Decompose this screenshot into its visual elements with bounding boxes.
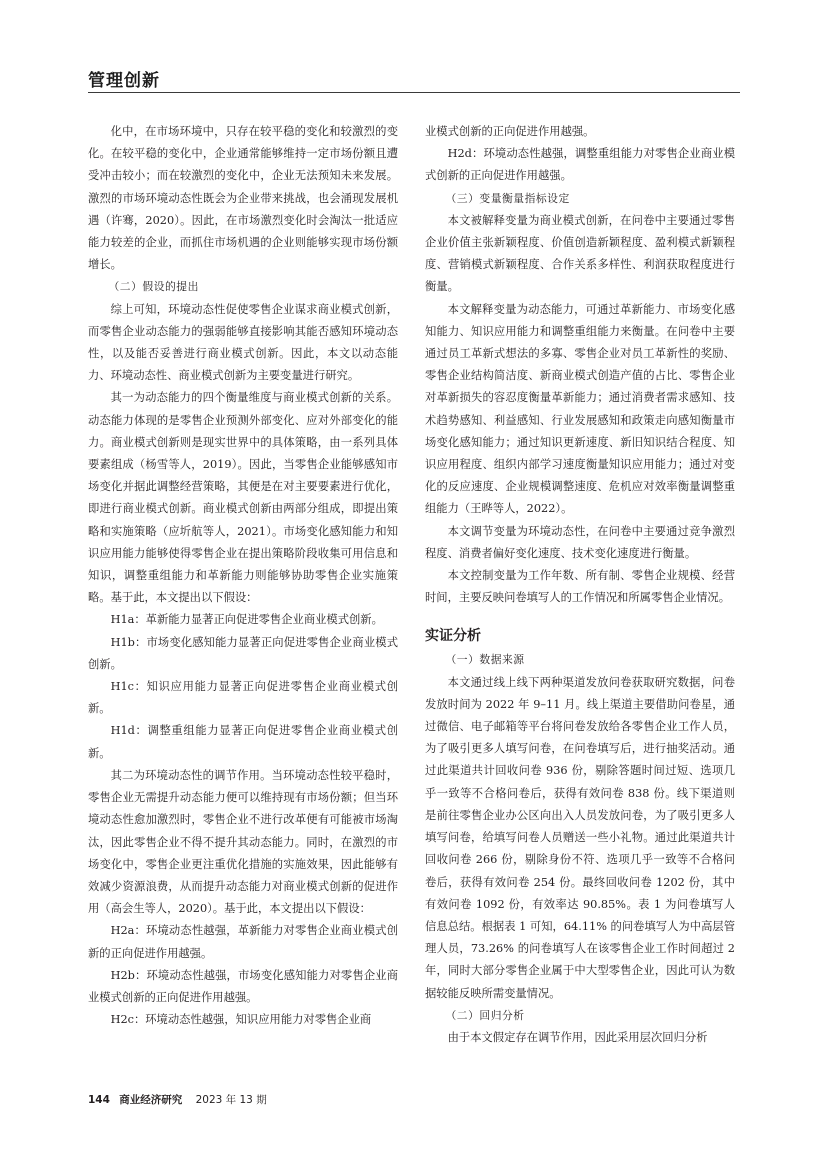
paragraph: 本文调节变量为环境动态性，在问卷中主要通过竞争激烈程度、消费者偏好变化速度、技术变化速度进行衡量。 — [425, 524, 735, 560]
paragraph: 其一为动态能力的四个衡量维度与商业模式创新的关系。动态能力体现的是零售企业预测外部变化、应对外部变化的能力。商业模式创新则是现实世界中的具体策略，由一系列具体要素组成（杨雪等人，2019）。因此，当零售企业能够感知市场变化并据此调整经营策略，其便是在对主要要素进行优化，即进行商业模式创新。商业模式创新由两部分组成，即提出策略和实施策略（应圻航等人，2021）。市场变化感知能力和知识应用能力能够使得零售企业在提出策略阶段收集可用信息和知识，调整重组能力和革新能力则能够协助零售企业实施策略。基于此，本文提出以下假设： — [88, 391, 398, 605]
hypothesis: H1a：革新能力显著正向促进零售企业商业模式创新。 — [110, 613, 383, 627]
paragraph: 其二为环境动态性的调节作用。当环境动态性较平稳时，零售企业无需提升动态能力便可以维持现有市场份额；但当环境动态性愈加激烈时，零售企业不进行改革便有可能被市场淘汰，因此零售企业不得不提升其动态能力。同时，在激烈的市场变化中，零售企业更注重优化措施的实施效果，因此能够有效减少资源浪费，从而提升动态能力对商业模式创新的促进作用（高会生等人，2020）。基于此，本文提出以下假设： — [88, 768, 398, 916]
subheading: （三）变量衡量指标设定 — [445, 191, 570, 205]
subheading: （一）数据来源 — [445, 653, 525, 667]
issue-label: 2023 年 13 期 — [195, 1094, 267, 1106]
subheading: （二）假设的提出 — [108, 280, 199, 294]
paragraph: 综上可知，环境动态性促使零售企业谋求商业模式创新，而零售企业动态能力的强弱能够直接影响其能否感知环境动态性，以及能否妥善进行商业模式创新。因此，本文以动态能力、环境动态性、商业模式创新为主要变量进行研究。 — [88, 302, 398, 383]
paragraph: 由于本文假定存在调节作用，因此采用层次回归分析 — [447, 1030, 708, 1044]
hypothesis: H2c：环境动态性越强，知识应用能力对零售企业商 — [110, 1013, 372, 1027]
paragraph: 本文解释变量为动态能力，可通过革新能力、市场变化感知能力、知识应用能力和调整重组能力来衡量。在问卷中主要通过员工革新式想法的多寡、零售企业对员工革新性的奖励、零售企业结构简洁度、新商业模式创造产值的占比、零售企业对革新损失的容忍度衡量革新能力；通过消费者需求感知、技术趋势感知、利益感知、行业发展感知和政策走向感知衡量市场变化感知能力；通过知识更新速度、新旧知识结合程度、知识应用程度、组织内部学习速度衡量知识应用能力；通过对变化的反应速度、企业规模调整速度、危机应对效率衡量调整重组能力（王晔等人，2022）。 — [425, 302, 735, 516]
hypothesis: H2d：环境动态性越强，调整重组能力对零售企业商业模式创新的正向促进作用越强。 — [425, 147, 735, 183]
subheading: （二）回归分析 — [445, 1008, 525, 1022]
hypothesis: H1c：知识应用能力显著正向促进零售企业商业模式创新。 — [88, 680, 398, 716]
left-column — [88, 121, 398, 1031]
page-number: 144 — [88, 1094, 110, 1106]
paragraph: 本文通过线上线下两种渠道发放问卷获取研究数据，问卷发放时间为 2022 年 9–11 月。线上渠道主要借助问卷星，通过微信、电子邮箱等平台将问卷发放给各零售企业工作人员，为了吸引更多人填写问卷，在问卷填写后，进行抽奖活动。通过此渠道共计回收问卷 936 份，剔除答题时间过短、选项几乎一致等不合格问卷后，获得有效问卷 838 份。线下渠道则是前往零售企业办公区向出入人员发放问卷，为了吸引更多人填写问卷，给填写问卷人员赠送一些小礼物。通过此渠道共计回收问卷 266 份，剔除身份不符、选项几乎一致等不合格问卷后，获得有效问卷 254 份。最终回收问卷 1202 份，其中有效问卷 1092 份，有效率达 90.85%。表 1 为问卷填写人信息总结。根据表 1 可知，64.11% 的问卷填写人为中高层管理人员，73.26% 的问卷填写人在该零售企业工作时间超过 2 年，同时大部分零售企业属于中大型零售企业，因此可认为数据较能反映所需变量情况。 — [425, 675, 735, 1000]
journal-name: 商业经济研究 — [119, 1094, 183, 1106]
paragraph: 本文控制变量为工作年数、所有制、零售企业规模、经营时间，主要反映问卷填写人的工作情况和所属零售企业情况。 — [425, 569, 735, 605]
section-heading: 实证分析 — [425, 628, 481, 645]
right-column — [425, 121, 735, 1049]
hypothesis: H2a：环境动态性越强，革新能力对零售企业商业模式创新的正向促进作用越强。 — [88, 924, 398, 960]
header-divider — [88, 92, 740, 93]
section-header-title: 管理创新 — [88, 71, 160, 91]
hypothesis: H1b：市场变化感知能力显著正向促进零售企业商业模式创新。 — [88, 635, 398, 671]
page-footer — [88, 1092, 267, 1107]
paragraph: 本文被解释变量为商业模式创新，在问卷中主要通过零售企业价值主张新颖程度、价值创造新颖程度、盈利模式新颖程度、营销模式新颖程度、合作关系多样性、利润获取程度进行衡量。 — [425, 213, 735, 294]
paragraph: 化中，在市场环境中，只存在较平稳的变化和较激烈的变化。在较平稳的变化中，企业通常能够维持一定市场份额且遭受冲击较小；而在较激烈的变化中，企业无法预知未来发展。激烈的市场环境动态性既会为企业带来挑战，也会涌现发展机遇（许骞，2020）。因此，在市场激烈变化时会淘汰一批适应能力较差的企业，而抓住市场机遇的企业则能够实现市场份额增长。 — [88, 125, 398, 272]
hypothesis: H2b：环境动态性越强，市场变化感知能力对零售企业商业模式创新的正向促进作用越强。 — [88, 968, 398, 1004]
hypothesis: H1d：调整重组能力显著正向促进零售企业商业模式创新。 — [88, 724, 398, 760]
paragraph: 业模式创新的正向促进作用越强。 — [425, 125, 595, 138]
